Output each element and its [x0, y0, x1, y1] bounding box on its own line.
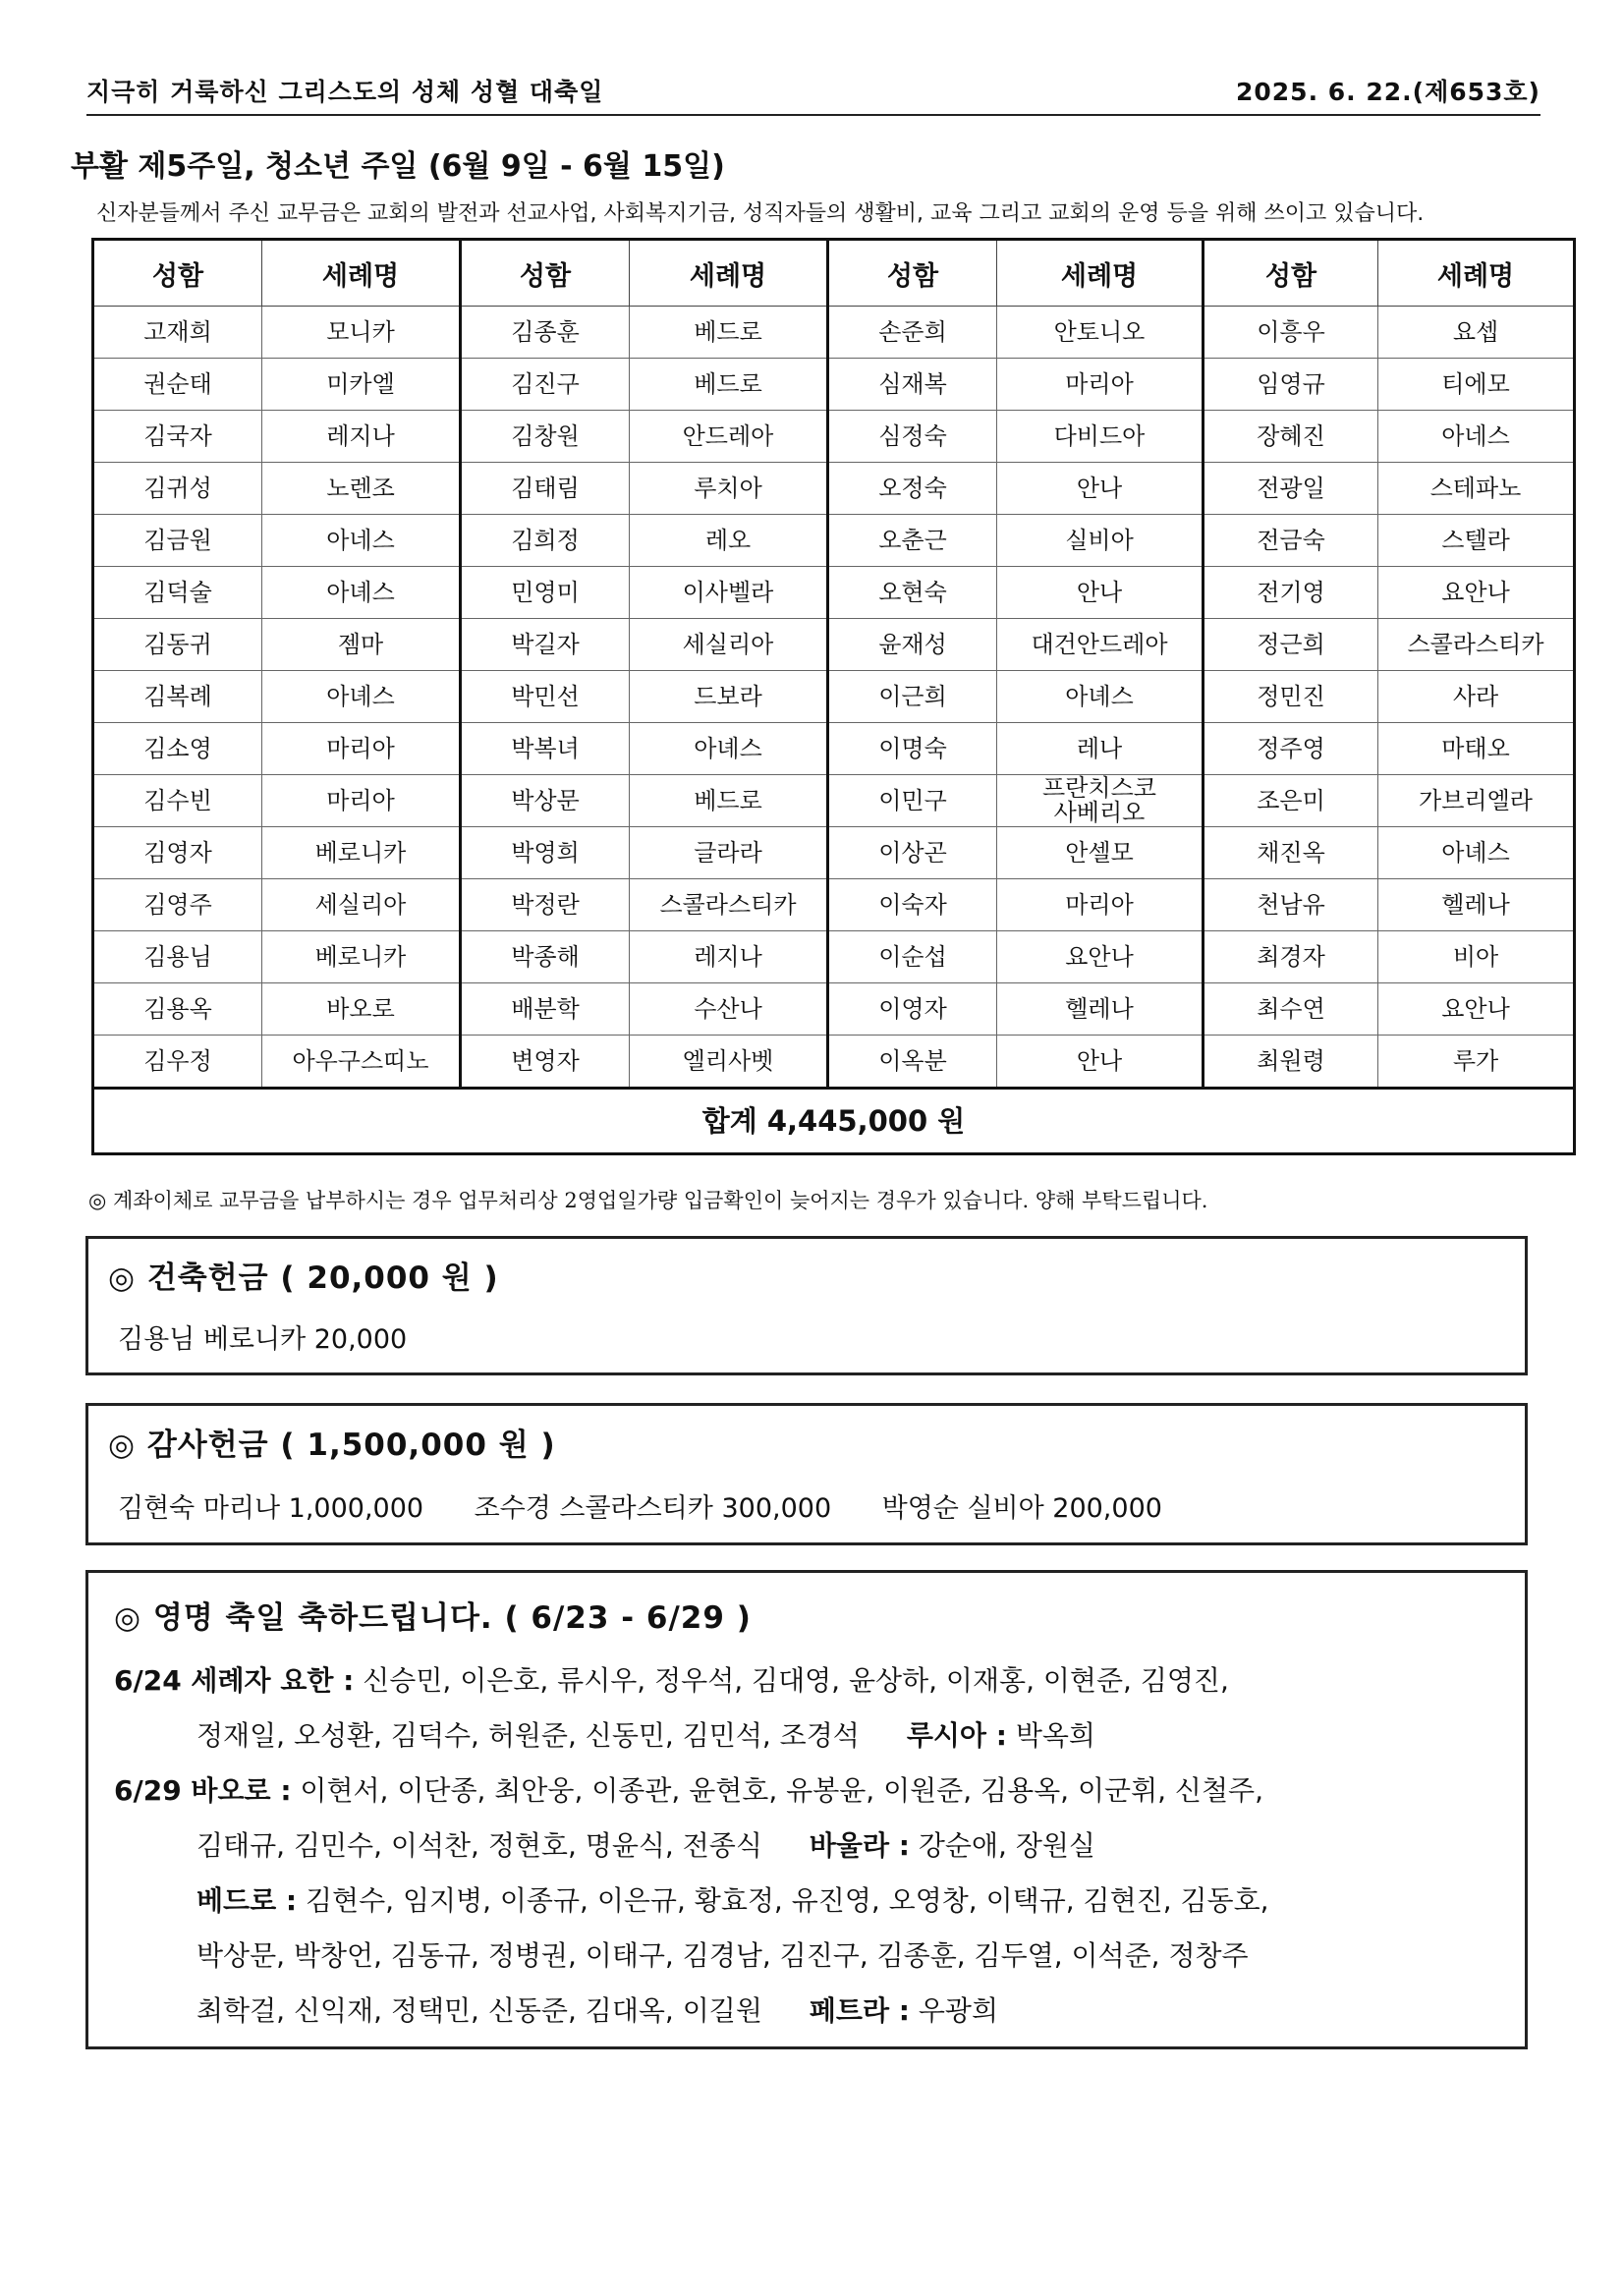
- feast-line: [114, 1769, 1263, 1809]
- baptismal-name-cell: 노렌조: [262, 463, 461, 515]
- feast-line: [196, 1824, 1095, 1864]
- name-cell: 오현숙: [828, 567, 997, 619]
- feast-saint-label: 6/29 바오로 :: [114, 1774, 292, 1807]
- baptismal-name-cell: 아녜스: [262, 671, 461, 723]
- feast-names: 강순애, 장원실: [909, 1829, 1095, 1862]
- table-row: [93, 515, 1575, 567]
- name-cell: 천남유: [1204, 879, 1378, 931]
- name-cell: 김귀성: [93, 463, 262, 515]
- baptismal-name-cell: 안나: [997, 567, 1204, 619]
- baptismal-name-cell: 아녜스: [997, 671, 1204, 723]
- name-cell: 정근희: [1204, 619, 1378, 671]
- name-cell: 김태림: [461, 463, 630, 515]
- name-cell: 윤재성: [828, 619, 997, 671]
- baptismal-name-cell: 티에모: [1378, 359, 1575, 411]
- baptismal-name-cell: 아네스: [262, 515, 461, 567]
- baptismal-name-cell: 레지나: [262, 411, 461, 463]
- baptismal-name-cell: 헬레나: [1378, 879, 1575, 931]
- name-cell: 정민진: [1204, 671, 1378, 723]
- name-cell: 최경자: [1204, 931, 1378, 983]
- total-amount: 합계 4,445,000 원: [93, 1089, 1575, 1154]
- baptismal-name-cell: 아녜스: [1378, 827, 1575, 879]
- baptismal-name-cell: 젬마: [262, 619, 461, 671]
- name-cell: 이순섭: [828, 931, 997, 983]
- name-cell: 이민구: [828, 775, 997, 827]
- table-row: [93, 463, 1575, 515]
- column-header: 세례명: [262, 240, 461, 307]
- name-cell: 김영자: [93, 827, 262, 879]
- baptismal-name-cell: 아녜스: [262, 567, 461, 619]
- name-cell: 김영주: [93, 879, 262, 931]
- table-row: [93, 567, 1575, 619]
- issue-date: 2025. 6. 22.(제653호): [1235, 78, 1540, 106]
- name-cell: 심정숙: [828, 411, 997, 463]
- name-cell: 장혜진: [1204, 411, 1378, 463]
- gratitude-offering-box: [85, 1403, 1528, 1545]
- name-cell: 김국자: [93, 411, 262, 463]
- baptismal-name-cell: 마리아: [997, 359, 1204, 411]
- feast-names: 신승민, 이은호, 류시우, 정우석, 김대영, 윤상하, 이재홍, 이현준, 김영진,: [354, 1664, 1229, 1697]
- table-header-row: [93, 240, 1575, 307]
- feast-saint-label: 페트라 :: [809, 1994, 910, 2027]
- baptismal-name-cell: 세실리아: [262, 879, 461, 931]
- name-cell: 조은미: [1204, 775, 1378, 827]
- baptismal-name-cell: 바오로: [262, 983, 461, 1036]
- baptismal-name-cell: 수산나: [630, 983, 828, 1036]
- name-cell: 전금숙: [1204, 515, 1378, 567]
- name-cell: 전광일: [1204, 463, 1378, 515]
- intro-text: 신자분들께서 주신 교무금은 교회의 발전과 선교사업, 사회복지기금, 성직자들의 생활비, 교육 그리고 교회의 운영 등을 위해 쓰이고 있습니다.: [96, 201, 1425, 226]
- column-header: 세례명: [1378, 240, 1575, 307]
- name-cell: 이명숙: [828, 723, 997, 775]
- name-cell: 채진옥: [1204, 827, 1378, 879]
- baptismal-name-cell: 요안나: [1378, 983, 1575, 1036]
- baptismal-name-cell: 스테파노: [1378, 463, 1575, 515]
- name-cell: 변영자: [461, 1036, 630, 1089]
- baptismal-name-cell: 스콜라스티카: [630, 879, 828, 931]
- baptismal-name-cell: 안나: [997, 1036, 1204, 1089]
- feast-names: 이현서, 이단종, 최안웅, 이종관, 윤현호, 유봉윤, 이원준, 김용옥, 이군휘, 신철주,: [291, 1774, 1263, 1807]
- baptismal-name-cell: 가브리엘라: [1378, 775, 1575, 827]
- column-header: 성함: [1204, 240, 1378, 307]
- column-header: 성함: [93, 240, 262, 307]
- table-row: [93, 1036, 1575, 1089]
- table-row: [93, 359, 1575, 411]
- baptismal-name-cell: 엘리사벳: [630, 1036, 828, 1089]
- baptismal-name-cell: 헬레나: [997, 983, 1204, 1036]
- name-cell: 박복녀: [461, 723, 630, 775]
- feast-names: 최학걸, 신익재, 정택민, 신동준, 김대옥, 이길원: [196, 1994, 762, 2027]
- offering-table: [91, 238, 1576, 1155]
- name-cell: 이숙자: [828, 879, 997, 931]
- baptismal-name-cell: 레나: [997, 723, 1204, 775]
- feast-day-title: 지극히 거룩하신 그리스도의 성체 성혈 대축일: [86, 78, 604, 106]
- name-cell: 권순태: [93, 359, 262, 411]
- baptismal-name-cell: 모니카: [262, 307, 461, 359]
- baptismal-name-cell: 아녜스: [630, 723, 828, 775]
- baptismal-name-cell: 루가: [1378, 1036, 1575, 1089]
- baptismal-name-cell: 스텔라: [1378, 515, 1575, 567]
- baptismal-name-cell: 이사벨라: [630, 567, 828, 619]
- building-fund-list: 김용님 베로니카 20,000: [118, 1324, 408, 1355]
- page-header: [86, 73, 1540, 116]
- baptismal-name-cell: 마리아: [262, 723, 461, 775]
- baptismal-name-cell: 다비드아: [997, 411, 1204, 463]
- feast-names: 김태규, 김민수, 이석찬, 정현호, 명윤식, 전종식: [196, 1829, 762, 1862]
- baptismal-name-cell: 비아: [1378, 931, 1575, 983]
- column-header: 성함: [828, 240, 997, 307]
- feast-names: 정재일, 오성환, 김덕수, 허원준, 신동민, 김민석, 조경석: [196, 1719, 860, 1752]
- feast-saint-label: 베드로 :: [196, 1884, 298, 1917]
- name-cell: 박정란: [461, 879, 630, 931]
- column-header: 세례명: [630, 240, 828, 307]
- baptismal-name-cell: 드보라: [630, 671, 828, 723]
- name-cell: 박영희: [461, 827, 630, 879]
- baptismal-name-cell: 베드로: [630, 775, 828, 827]
- table-row: [93, 879, 1575, 931]
- name-cell: 김용님: [93, 931, 262, 983]
- name-cell: 이상곤: [828, 827, 997, 879]
- name-cell: 심재복: [828, 359, 997, 411]
- name-cell: 오정숙: [828, 463, 997, 515]
- week-title: 부활 제5주일, 청소년 주일 (6월 9일 - 6월 15일): [71, 149, 725, 184]
- name-cell: 전기영: [1204, 567, 1378, 619]
- baptismal-name-cell: 미카엘: [262, 359, 461, 411]
- name-cell: 김종훈: [461, 307, 630, 359]
- name-cell: 김동귀: [93, 619, 262, 671]
- name-cell: 박민선: [461, 671, 630, 723]
- building-fund-title: ◎ 건축헌금 ( 20,000 원 ): [108, 1260, 499, 1296]
- table-row: [93, 411, 1575, 463]
- feast-names: 박옥희: [1006, 1719, 1095, 1752]
- name-cell: 김수빈: [93, 775, 262, 827]
- feast-day-box-title: ◎ 영명 축일 축하드립니다. ( 6/23 - 6/29 ): [114, 1600, 752, 1636]
- feast-saint-label: 바울라 :: [809, 1829, 910, 1862]
- table-row: [93, 619, 1575, 671]
- baptismal-name-cell: 요셉: [1378, 307, 1575, 359]
- gratitude-offering-list: 김현숙 마리나 1,000,000 조수경 스콜라스티카 300,000 박영순 실비아 200,000: [118, 1493, 1162, 1524]
- name-cell: 정주영: [1204, 723, 1378, 775]
- table-row: [93, 775, 1575, 827]
- baptismal-name-cell: 세실리아: [630, 619, 828, 671]
- baptismal-name-cell: 글라라: [630, 827, 828, 879]
- baptismal-name-cell: 마태오: [1378, 723, 1575, 775]
- baptismal-name-cell: 안토니오: [997, 307, 1204, 359]
- table-row: [93, 983, 1575, 1036]
- feast-line: [196, 1934, 1249, 1974]
- payment-note: ◎ 계좌이체로 교무금을 납부하시는 경우 업무처리상 2영업일가량 입금확인이 늦어지는 경우가 있습니다. 양해 부탁드립니다.: [88, 1189, 1208, 1212]
- name-cell: 김창원: [461, 411, 630, 463]
- name-cell: 이영자: [828, 983, 997, 1036]
- baptismal-name-cell: 레지나: [630, 931, 828, 983]
- baptismal-name-cell: 실비아: [997, 515, 1204, 567]
- name-cell: 이옥분: [828, 1036, 997, 1089]
- gratitude-offering-title: ◎ 감사헌금 ( 1,500,000 원 ): [108, 1428, 556, 1463]
- table-row: [93, 827, 1575, 879]
- name-cell: 배분학: [461, 983, 630, 1036]
- name-cell: 김진구: [461, 359, 630, 411]
- baptismal-name-cell: 마리아: [997, 879, 1204, 931]
- name-cell: 손준희: [828, 307, 997, 359]
- building-fund-box: [85, 1236, 1528, 1375]
- feast-line: [196, 1989, 998, 2029]
- name-cell: 민영미: [461, 567, 630, 619]
- baptismal-name-cell: 안셀모: [997, 827, 1204, 879]
- name-cell: 이흥우: [1204, 307, 1378, 359]
- name-cell: 김희정: [461, 515, 630, 567]
- name-cell: 최원령: [1204, 1036, 1378, 1089]
- name-cell: 박길자: [461, 619, 630, 671]
- table-row: [93, 671, 1575, 723]
- feast-line: [114, 1659, 1229, 1699]
- name-cell: 임영규: [1204, 359, 1378, 411]
- baptismal-name-cell: 대건안드레아: [997, 619, 1204, 671]
- feast-line: [196, 1714, 1095, 1754]
- table-row: [93, 931, 1575, 983]
- baptismal-name-cell: 안드레아: [630, 411, 828, 463]
- baptismal-name-cell: 마리아: [262, 775, 461, 827]
- baptismal-name-cell: 요안나: [997, 931, 1204, 983]
- feast-names: 박상문, 박창언, 김동규, 정병권, 이태구, 김경남, 김진구, 김종훈, 김두열, 이석준, 정창주: [196, 1939, 1249, 1972]
- feast-saint-label: 6/24 세례자 요한 :: [114, 1664, 355, 1697]
- name-cell: 김우정: [93, 1036, 262, 1089]
- baptismal-name-cell: 루치아: [630, 463, 828, 515]
- baptismal-name-cell: 베로니카: [262, 827, 461, 879]
- column-header: 세례명: [997, 240, 1204, 307]
- table-row: [93, 307, 1575, 359]
- baptismal-name-cell: 안나: [997, 463, 1204, 515]
- column-header: 성함: [461, 240, 630, 307]
- name-cell: 김금원: [93, 515, 262, 567]
- baptismal-name-cell: 베드로: [630, 359, 828, 411]
- feast-names: 김현수, 임지병, 이종규, 이은규, 황효정, 유진영, 오영창, 이택규, 김현진, 김동호,: [297, 1884, 1269, 1917]
- baptismal-name-cell: 요안나: [1378, 567, 1575, 619]
- baptismal-name-cell: 스콜라스티카: [1378, 619, 1575, 671]
- feast-day-box: [85, 1570, 1528, 2049]
- baptismal-name-cell: 아네스: [1378, 411, 1575, 463]
- name-cell: 박상문: [461, 775, 630, 827]
- feast-saint-label: 루시아 :: [906, 1719, 1007, 1752]
- name-cell: 김용옥: [93, 983, 262, 1036]
- name-cell: 오춘근: [828, 515, 997, 567]
- name-cell: 김소영: [93, 723, 262, 775]
- name-cell: 김덕술: [93, 567, 262, 619]
- name-cell: 박종해: [461, 931, 630, 983]
- name-cell: 최수연: [1204, 983, 1378, 1036]
- name-cell: 고재희: [93, 307, 262, 359]
- baptismal-name-cell: 아우구스띠노: [262, 1036, 461, 1089]
- table-row: [93, 723, 1575, 775]
- baptismal-name-cell: 사라: [1378, 671, 1575, 723]
- name-cell: 이근희: [828, 671, 997, 723]
- baptismal-name-cell: 베로니카: [262, 931, 461, 983]
- baptismal-name-cell: 레오: [630, 515, 828, 567]
- feast-names: 우광희: [909, 1994, 999, 2027]
- total-row: [93, 1089, 1575, 1154]
- baptismal-name-cell: 베드로: [630, 307, 828, 359]
- feast-line: [196, 1879, 1269, 1919]
- name-cell: 김복례: [93, 671, 262, 723]
- baptismal-name-cell: 프란치스코 사베리오: [997, 775, 1204, 827]
